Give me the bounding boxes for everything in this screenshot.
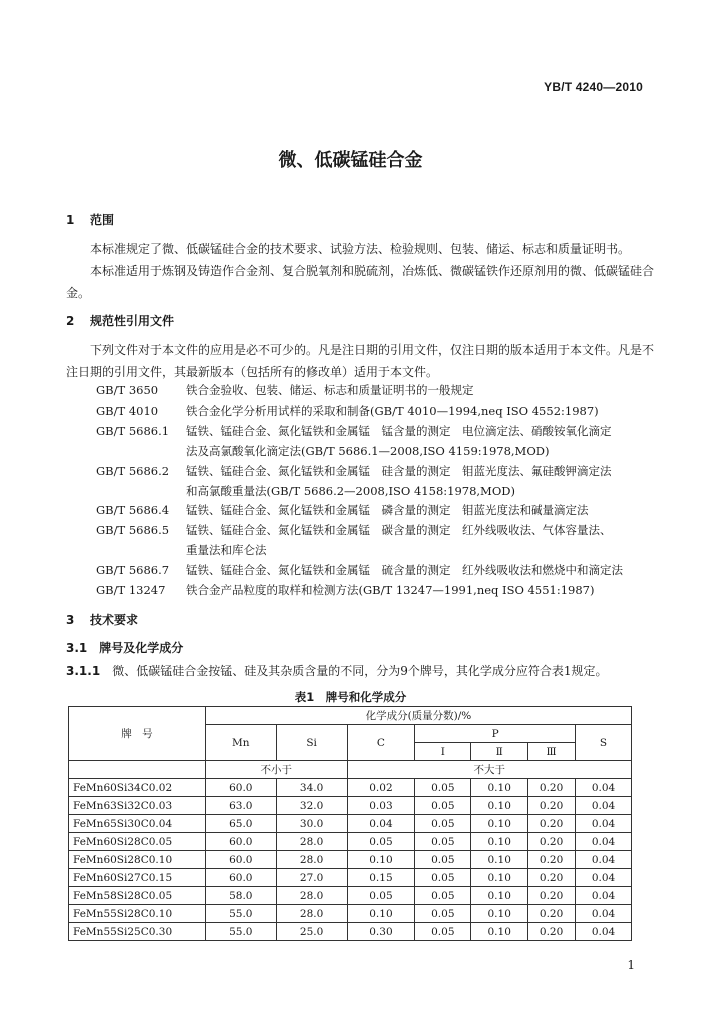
cell-p3: 0.20	[528, 779, 576, 797]
table-row	[69, 779, 632, 797]
cell-mn: 63.0	[205, 797, 276, 815]
cell-p2: 0.10	[471, 905, 528, 923]
table-row	[69, 815, 632, 833]
reference-item	[96, 500, 589, 520]
header-mn: Mn	[205, 725, 276, 761]
section-1-title: 范围	[90, 213, 115, 227]
reference-text: 锰铁、锰硅合金、氮化锰铁和金属锰 硅含量的测定 钼蓝光度法、氟硅酸钾滴定法	[186, 464, 612, 478]
cell-s: 0.04	[576, 905, 632, 923]
reference-text: 锰铁、锰硅合金、氮化锰铁和金属锰 磷含量的测定 钼蓝光度法和碱量滴定法	[186, 503, 589, 517]
cell-si: 28.0	[276, 887, 347, 905]
cell-s: 0.04	[576, 797, 632, 815]
header-si: Si	[276, 725, 347, 761]
header-grade: 牌 号	[69, 707, 206, 761]
cell-c: 0.02	[347, 779, 415, 797]
reference-code: GB/T 3650	[96, 383, 159, 397]
cell-si: 28.0	[276, 851, 347, 869]
reference-text: 铁合金产品粒度的取样和检测方法(GB/T 13247—1991,neq ISO 4551:1987)	[186, 583, 595, 597]
cell-mn: 65.0	[205, 815, 276, 833]
standard-code: YB/T 4240—2010	[544, 80, 643, 94]
cell-si: 34.0	[276, 779, 347, 797]
cell-grade: FeMn55Si28C0.10	[69, 905, 206, 923]
subsection-3-1-title: 牌号及化学成分	[99, 641, 184, 655]
cell-p2: 0.10	[471, 851, 528, 869]
page-number: 1	[627, 958, 635, 972]
cell-p1: 0.05	[415, 779, 471, 797]
table-row	[69, 905, 632, 923]
cell-mn: 55.0	[205, 923, 276, 941]
reference-text-continued: 和高氯酸重量法(GB/T 5686.2—2008,ISO 4158:1978,MOD)	[186, 484, 515, 498]
header-composition: 化学成分(质量分数)/%	[205, 707, 631, 725]
cell-c: 0.10	[347, 851, 415, 869]
cell-p3: 0.20	[528, 905, 576, 923]
table-header-row	[69, 707, 632, 725]
table-row	[69, 923, 632, 941]
header-s: S	[576, 725, 632, 761]
cell-mn: 60.0	[205, 833, 276, 851]
cell-p1: 0.05	[415, 797, 471, 815]
section-1-number: 1	[66, 213, 75, 227]
cell-p2: 0.10	[471, 887, 528, 905]
cell-p3: 0.20	[528, 797, 576, 815]
subsection-3-1-1	[66, 662, 607, 679]
reference-item	[96, 461, 612, 501]
cell-p1: 0.05	[415, 815, 471, 833]
section-2-number: 2	[66, 314, 75, 328]
cell-mn: 60.0	[205, 869, 276, 887]
cell-grade: FeMn55Si25C0.30	[69, 923, 206, 941]
subsection-3-1-1-text: 微、低碳锰硅合金按锰、硅及其杂质含量的不同，分为9个牌号，其化学成分应符合表1规定。	[112, 664, 608, 678]
header-not-more-than: 不大于	[347, 761, 631, 779]
reference-code: GB/T 5686.5	[96, 523, 170, 537]
table-caption: 表1 牌号和化学成分	[294, 690, 407, 704]
reference-item	[96, 380, 474, 400]
cell-p3: 0.20	[528, 869, 576, 887]
cell-p1: 0.05	[415, 923, 471, 941]
reference-text: 铁合金化学分析用试样的采取和制备(GB/T 4010—1994,neq ISO 4552:1987)	[186, 404, 599, 418]
reference-text: 锰铁、锰硅合金、氮化锰铁和金属锰 碳含量的测定 红外线吸收法、气体容量法、	[186, 523, 612, 537]
cell-p2: 0.10	[471, 779, 528, 797]
section-2-para-1: 下列文件对于本文件的应用是必不可少的。凡是注日期的引用文件，仅注日期的版本适用于本文件。凡是不注日期的引用文件，其最新版本（包括所有的修改单）适用于本文件。	[66, 343, 655, 379]
cell-si: 32.0	[276, 797, 347, 815]
cell-p1: 0.05	[415, 851, 471, 869]
cell-grade: FeMn60Si28C0.10	[69, 851, 206, 869]
section-2-heading	[66, 312, 174, 329]
cell-p3: 0.20	[528, 887, 576, 905]
cell-mn: 55.0	[205, 905, 276, 923]
cell-p3: 0.20	[528, 833, 576, 851]
cell-grade: FeMn60Si34C0.02	[69, 779, 206, 797]
cell-p2: 0.10	[471, 923, 528, 941]
cell-p2: 0.10	[471, 797, 528, 815]
section-2-title: 规范性引用文件	[90, 314, 175, 328]
reference-item	[96, 421, 612, 461]
subsection-3-1-heading	[66, 639, 183, 656]
table-row	[69, 887, 632, 905]
reference-code: GB/T 13247	[96, 583, 166, 597]
cell-c: 0.05	[347, 887, 415, 905]
cell-s: 0.04	[576, 869, 632, 887]
section-3-title: 技术要求	[90, 613, 139, 627]
cell-s: 0.04	[576, 851, 632, 869]
cell-p3: 0.20	[528, 815, 576, 833]
cell-mn: 58.0	[205, 887, 276, 905]
cell-grade: FeMn60Si28C0.05	[69, 833, 206, 851]
reference-text: 锰铁、锰硅合金、氮化锰铁和金属锰 锰含量的测定 电位滴定法、硝酸铵氧化滴定	[186, 424, 612, 438]
cell-mn: 60.0	[205, 851, 276, 869]
section-1-para-2: 本标准适用于炼钢及铸造作合金剂、复合脱氧剂和脱硫剂，冶炼低、微碳锰铁作还原剂用的微、低碳锰硅合金。	[66, 264, 655, 300]
header-not-less-than: 不小于	[205, 761, 347, 779]
cell-p2: 0.10	[471, 869, 528, 887]
reference-code: GB/T 5686.4	[96, 503, 170, 517]
cell-s: 0.04	[576, 833, 632, 851]
section-3-number: 3	[66, 613, 75, 627]
cell-s: 0.04	[576, 887, 632, 905]
document-title: 微、低碳锰硅合金	[278, 150, 423, 171]
header-p-grade-3: Ⅲ	[528, 743, 576, 761]
cell-mn: 60.0	[205, 779, 276, 797]
cell-grade: FeMn60Si27C0.15	[69, 869, 206, 887]
reference-code: GB/T 5686.7	[96, 563, 170, 577]
cell-si: 30.0	[276, 815, 347, 833]
reference-code: GB/T 4010	[96, 404, 159, 418]
cell-p1: 0.05	[415, 869, 471, 887]
cell-si: 25.0	[276, 923, 347, 941]
table-row	[69, 869, 632, 887]
cell-c: 0.10	[347, 905, 415, 923]
cell-p3: 0.20	[528, 923, 576, 941]
cell-p2: 0.10	[471, 833, 528, 851]
header-p-grade-2: Ⅱ	[471, 743, 528, 761]
cell-grade: FeMn65Si30C0.04	[69, 815, 206, 833]
reference-text: 锰铁、锰硅合金、氮化锰铁和金属锰 硫含量的测定 红外线吸收法和燃烧中和滴定法	[186, 563, 623, 577]
section-3-heading	[66, 611, 138, 628]
table-row	[69, 851, 632, 869]
reference-text-continued: 法及高氯酸氧化滴定法(GB/T 5686.1—2008,ISO 4159:1978,MOD)	[186, 444, 550, 458]
cell-c: 0.15	[347, 869, 415, 887]
header-p: P	[415, 725, 576, 743]
reference-text-continued: 重量法和库仑法	[186, 543, 267, 557]
cell-si: 27.0	[276, 869, 347, 887]
reference-item	[96, 560, 623, 580]
table-header-row	[69, 761, 632, 779]
cell-c: 0.03	[347, 797, 415, 815]
header-c: C	[347, 725, 415, 761]
section-1-heading	[66, 211, 114, 228]
cell-p2: 0.10	[471, 815, 528, 833]
reference-item	[96, 580, 594, 600]
cell-grade: FeMn63Si32C0.03	[69, 797, 206, 815]
header-blank	[69, 761, 206, 779]
subsection-3-1-1-number: 3.1.1	[66, 664, 101, 678]
table-body	[69, 779, 632, 941]
reference-item	[96, 401, 599, 421]
cell-c: 0.05	[347, 833, 415, 851]
cell-p1: 0.05	[415, 905, 471, 923]
cell-si: 28.0	[276, 905, 347, 923]
cell-si: 28.0	[276, 833, 347, 851]
cell-c: 0.30	[347, 923, 415, 941]
table-row	[69, 833, 632, 851]
reference-text: 铁合金验收、包装、储运、标志和质量证明书的一般规定	[186, 383, 474, 397]
cell-grade: FeMn58Si28C0.05	[69, 887, 206, 905]
cell-p1: 0.05	[415, 833, 471, 851]
chemical-composition-table	[68, 706, 632, 941]
subsection-3-1-number: 3.1	[66, 641, 88, 655]
section-1-para-1: 本标准规定了微、低碳锰硅合金的技术要求、试验方法、检验规则、包装、储运、标志和质量证明书。	[90, 242, 631, 256]
cell-p3: 0.20	[528, 851, 576, 869]
reference-item	[96, 520, 612, 560]
cell-s: 0.04	[576, 815, 632, 833]
reference-code: GB/T 5686.1	[96, 424, 170, 438]
header-p-grade-1: Ⅰ	[415, 743, 471, 761]
cell-p1: 0.05	[415, 887, 471, 905]
cell-s: 0.04	[576, 779, 632, 797]
cell-c: 0.04	[347, 815, 415, 833]
table-row	[69, 797, 632, 815]
reference-code: GB/T 5686.2	[96, 464, 170, 478]
cell-s: 0.04	[576, 923, 632, 941]
